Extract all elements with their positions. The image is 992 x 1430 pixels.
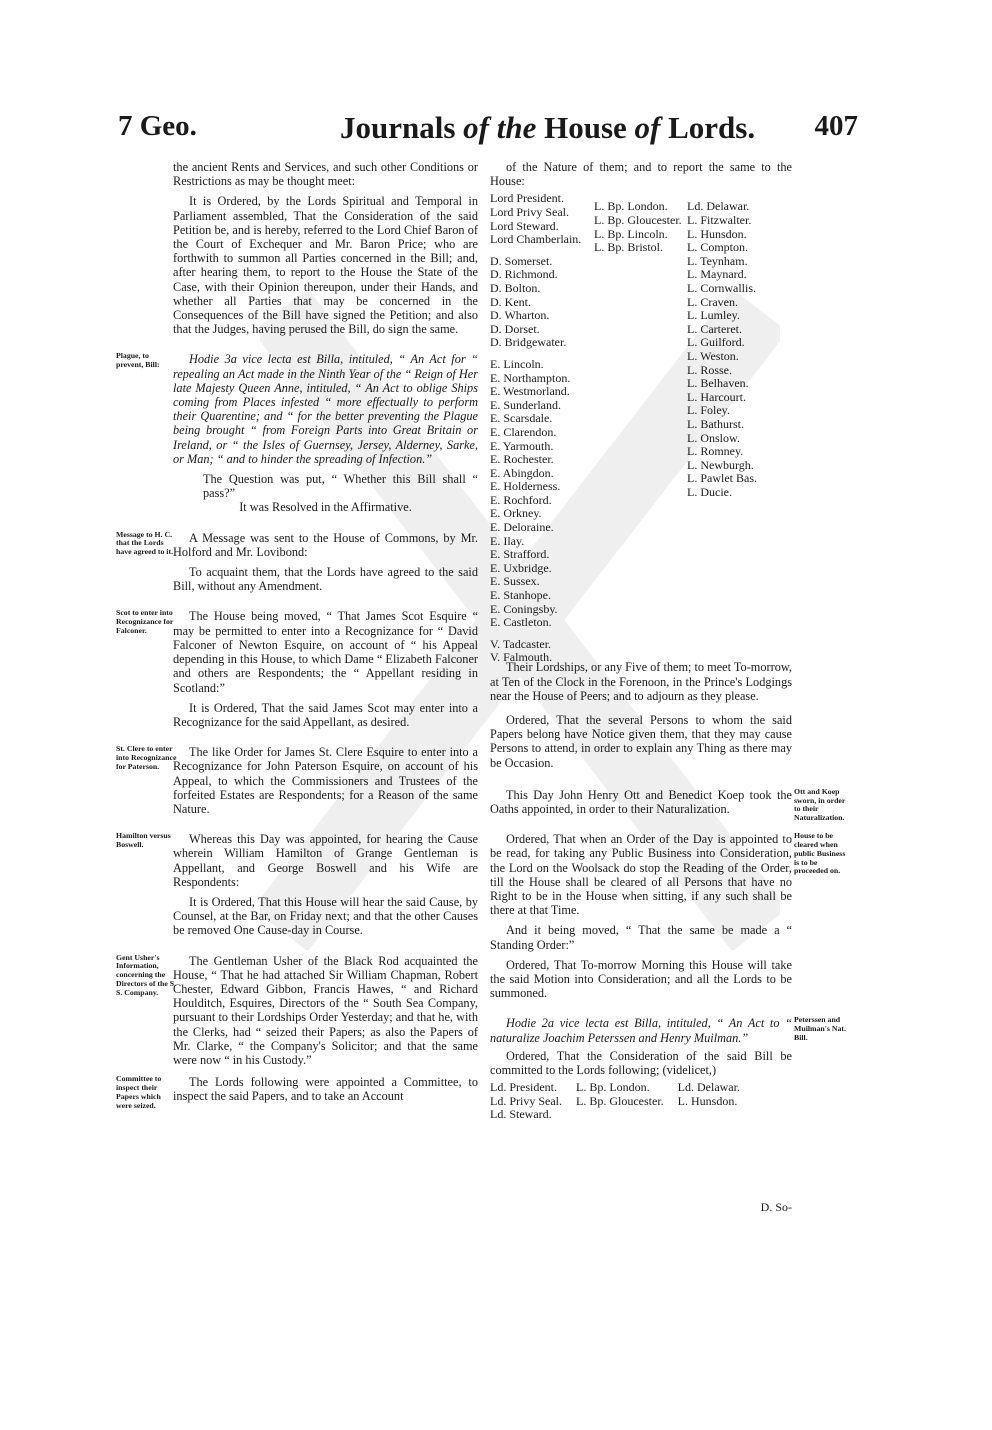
margin-note: Committee to inspect their Papers which were seized. [116, 1074, 162, 1110]
lord-name: L. Guilford. [687, 335, 745, 350]
paragraph: of the Nature of them; and to report the same to the House: [490, 160, 792, 189]
lord-name: E. Orkney. [490, 506, 542, 521]
paragraph: Hodie 2a vice lecta est Billa, intituled, “ An Act to “ naturalize Joachim Peterssen and Henry Muilman.” [490, 1016, 792, 1045]
paragraph: Their Lordships, or any Five of them; to meet To-morrow, at Ten of the Clock in the Forenoon, in the Prince's Lodgings near the House of Peers; and to adjourn as they please. [490, 660, 793, 703]
lord-name: E. Uxbridge. [490, 560, 552, 575]
lord-name: E. Sussex. [490, 574, 540, 589]
section-st-clere [116, 744, 478, 816]
paragraph: A Message was sent to the House of Commons, by Mr. Holford and Mr. Lovibond: [173, 530, 478, 559]
lord-name: D. Wharton. [490, 308, 550, 323]
page-header [118, 110, 858, 154]
paragraph: It is Ordered, by the Lords Spiritual and Temporal in Parliament assembled, That the Consideration of the said Petition be, and is hereby, referred to the Lord Chief Baron of the Court of Exchequer and Mr. Baron Price; who are forthwith to summon all Parties concerned in the Bill; and, after hearing them, to report to the House the State of the Case, with their Opinion thereupon, under their Hands, and whether all Parties that may be concerned in the Consequences of the Bill have signed the Petition; and also that the Judges, having perused the Bill, do sign the same. [173, 194, 478, 337]
lord-name: L. Carteret. [687, 321, 742, 336]
names-col-3 [678, 1081, 740, 1122]
lord-name: D. Bolton. [490, 280, 541, 295]
lord-name: Lord President. [490, 191, 564, 206]
lord-name: Lord Chamberlain. [490, 232, 582, 247]
lord-name: D. Somerset. [490, 253, 553, 268]
paragraph: Ordered, That when an Order of the Day is appointed to be read, for taking any Public Business into Consideration, the Lord on the Woolsack do stop the Reading of the Order, till the House shall be cleared of all Persons that have no Right to be in the House when sitting, if any such shall be there at that Time. [490, 832, 792, 918]
left-column [116, 160, 478, 1110]
lord-name: L. Newburgh. [687, 457, 754, 472]
paragraph: The Question was put, “ Whether this Bill shall “ pass?” [203, 472, 478, 501]
lord-name: L. Foley. [687, 403, 730, 418]
lord-name: L. Bp. Bristol. [594, 240, 664, 255]
second-committee-list [490, 1081, 792, 1122]
paragraph: This Day John Henry Ott and Benedict Koep took the Oaths appointed, in order to their Naturalization. [490, 787, 792, 817]
lord-name: Ld. Privy Seal. [490, 1093, 562, 1108]
lord-name: L. Lumley. [687, 308, 740, 323]
paragraph: It is Ordered, That the said James Scot may enter into a Recognizance for the said Appellant, as desired. [173, 700, 478, 729]
lord-name: L. Rosse. [687, 362, 732, 377]
margin-note: St. Clere to enter into Recognizance for Paterson. [116, 744, 177, 771]
paragraph: Ordered, That the several Persons to whom the said Papers belong have Notice given them, that they may cause Persons to attend, in order to explain any Thing as there may be Occasion. [490, 713, 792, 770]
lord-name: L. Pawlet Bas. [687, 471, 757, 486]
lord-name: E. Castleton. [490, 615, 552, 630]
margin-note: Gent Usher's Information, concerning the Directors of the S. S. Company. [116, 952, 177, 997]
paragraph: It is Ordered, That this House will hear the said Cause, by Counsel, at the Bar, on Friday next; and that the other Causes be removed One Cause-day in Course. [173, 894, 478, 938]
section-scot [116, 608, 478, 729]
lord-name: Ld. President. [490, 1080, 557, 1095]
section-naturalize-bill [490, 1015, 846, 1122]
page-number: 407 [814, 110, 858, 142]
lord-name: L. Compton. [687, 240, 749, 255]
names-col-2 [576, 1081, 664, 1122]
lord-name: L. Bp. London. [594, 199, 668, 214]
lord-name: E. Ilay. [490, 533, 525, 548]
paragraph: And it being moved, “ That the same be made a “ Standing Order:” [490, 923, 792, 952]
paragraph: To acquaint them, that the Lords have agreed to the said Bill, without any Amendment. [173, 565, 478, 594]
paragraph: Ordered, That To-morrow Morning this House will take the said Motion into Consideration; and all the Lords to be summoned. [490, 957, 792, 1001]
lord-name: E. Holderness. [490, 479, 561, 494]
lord-name: L. Fitzwalter. [687, 213, 752, 227]
lord-name: L. Cornwallis. [687, 280, 756, 295]
lord-name: L. Bathurst. [687, 416, 744, 431]
lord-name: Lord Steward. [490, 218, 559, 233]
margin-note: Plague, to prevent, Bill: [116, 351, 160, 370]
paragraph: The House being moved, “ That James Scot Esquire “ may be permitted to enter into a Recognizance for “ David Falconer of Newton Esquire, on account of “ his Appeal depending in this House, to which Dame “ Elizabeth Falconer and others are Respondents; the “ Appellant residing in Scotland:” [173, 609, 478, 695]
paragraph: Hodie 3a vice lecta est Billa, intituled, “ An Act for “ repealing an Act made in the Ninth Year of the “ Reign of Her late Majesty Queen Anne, intituled, “ An Act to oblige Ships coming from Places infested “ more effectually to perform their Quarentine; and “ for the better preventing the Plague being brought “ from Foreign Parts into Great Britain or Ireland, or “ the Isles of Guernsey, Jersey, Alderney, Sarke, or Man; “ and to hinder the spreading of Infection.” [173, 352, 478, 466]
lord-name: D. Bridgewater. [490, 335, 567, 350]
lord-name: L. Bp. Gloucester. [594, 213, 682, 227]
lord-name: V. Falmouth. [490, 650, 553, 665]
lord-name: E. Abingdon. [490, 465, 554, 480]
lord-name: L. Onslow. [687, 430, 740, 445]
paragraph: Whereas this Day was appointed, for hearing the Cause wherein William Hamilton of Grange Gentleman is Appellant, and George Boswell and his Wife are Respondents: [173, 832, 478, 889]
margin-note: Ott and Koep sworn, in order to their Naturalization. [794, 786, 846, 823]
lord-name: D. Kent. [490, 294, 531, 309]
lord-name: E. Coningsby. [490, 601, 558, 616]
margin-note: Hamilton versus Boswell. [116, 831, 171, 849]
section-gent-usher [116, 952, 478, 1068]
lord-name: L. Belhaven. [687, 376, 749, 391]
paragraph: It was Resolved in the Affirmative. [239, 500, 412, 515]
lord-name: E. Scarsdale. [490, 411, 553, 426]
lord-name: D. Richmond. [490, 267, 558, 282]
lord-name: L. Ducie. [687, 484, 732, 499]
section-committee [116, 1074, 478, 1110]
lord-name: E. Clarendon. [490, 424, 557, 439]
lord-name: Ld. Steward. [490, 1107, 552, 1122]
names-col-3 [687, 200, 757, 499]
lord-name: L. Bp. Gloucester. [576, 1093, 664, 1108]
lord-name: E. Sunderland. [490, 397, 561, 412]
section-naturalization [490, 786, 846, 823]
paragraph: the ancient Rents and Services, and such other Conditions or Restrictions as may be thought meet: [173, 160, 478, 189]
lord-name: L. Harcourt. [687, 389, 746, 404]
paragraph: The Lords following were appointed a Committee, to inspect the said Papers, and to take an Account [173, 1075, 478, 1104]
right-column [490, 160, 846, 1122]
margin-note: House to be cleared when public Business is to be proceeded on. [794, 831, 846, 876]
lord-name: L. Hunsdon. [687, 226, 747, 241]
lord-name: L. Teynham. [687, 253, 748, 268]
lord-name: E. Lincoln. [490, 356, 544, 371]
lord-name: Lord Privy Seal. [490, 205, 569, 219]
lord-name: E. Northampton. [490, 370, 571, 385]
lord-name: L. Craven. [687, 294, 738, 309]
margin-note: Message to H. C. that the Lords have agreed to it. [116, 529, 174, 557]
lord-name: L. Romney. [687, 444, 744, 459]
names-col-2 [594, 200, 682, 254]
paragraph: Ordered, That the Consideration of the said Bill be committed to the Lords following; (videlicet,) [490, 1048, 792, 1078]
lord-name: D. Dorset. [490, 321, 540, 336]
section-message [116, 529, 478, 594]
section-plague-bill [116, 351, 478, 515]
lord-name: Ld. Delawar. [677, 1080, 740, 1095]
regnal-year: 7 Geo. [118, 110, 197, 142]
lord-name: E. Strafford. [490, 547, 550, 562]
paragraph: The like Order for James St. Clere Esquire to enter into a Recognizance for John Paterson Esquire, on account of his Appeal, to which the Commissioners and Trustees of the forfeited Estates are Respondents; for a Reason of the same Nature. [173, 745, 478, 816]
lord-name: E. Rochford. [490, 492, 552, 507]
margin-note: Scot to enter into Recognizance for Falconer. [116, 608, 174, 636]
lord-name: L. Weston. [687, 348, 739, 363]
lord-name: L. Bp. Lincoln. [594, 226, 668, 241]
paragraph: The Gentleman Usher of the Black Rod acquainted the House, “ That he had attached Sir William Chapman, Robert Chester, Edward Gibbon, Francis Hawes, “ and Richard Houlditch, Esquires, Directors of the “ South Sea Company, pursuant to their Lordships Order Yesterday; and that he, with the Clerks, had “ seized their Papers; as also the Papers of Mr. Clarke, “ the Company's Solicitor; and that the same were now “ in his Custody.” [173, 953, 478, 1067]
journal-title: Journals of the House of Lords. [340, 110, 756, 145]
lord-name: L. Hunsdon. [677, 1093, 738, 1108]
margin-note: Peterssen and Muilman's Nat. Bill. [794, 1015, 846, 1043]
lord-name: V. Tadcaster. [490, 636, 552, 651]
lord-name: Ld. Delawar. [687, 199, 750, 214]
lord-name: E. Yarmouth. [490, 438, 554, 453]
lord-name: E. Westmorland. [490, 384, 570, 399]
lord-name: L. Maynard. [687, 267, 747, 282]
names-col-1 [490, 192, 581, 665]
section-house-cleared [490, 831, 846, 1001]
lord-name: E. Rochester. [490, 452, 554, 467]
lord-name: E. Deloraine. [490, 520, 554, 535]
catchword: D. So- [760, 1200, 792, 1214]
lord-name: L. Bp. London. [576, 1080, 650, 1095]
names-col-1 [490, 1081, 562, 1122]
committee-lords-list [490, 191, 792, 665]
lord-name: E. Stanhope. [490, 588, 551, 603]
section-hamilton [116, 831, 478, 938]
